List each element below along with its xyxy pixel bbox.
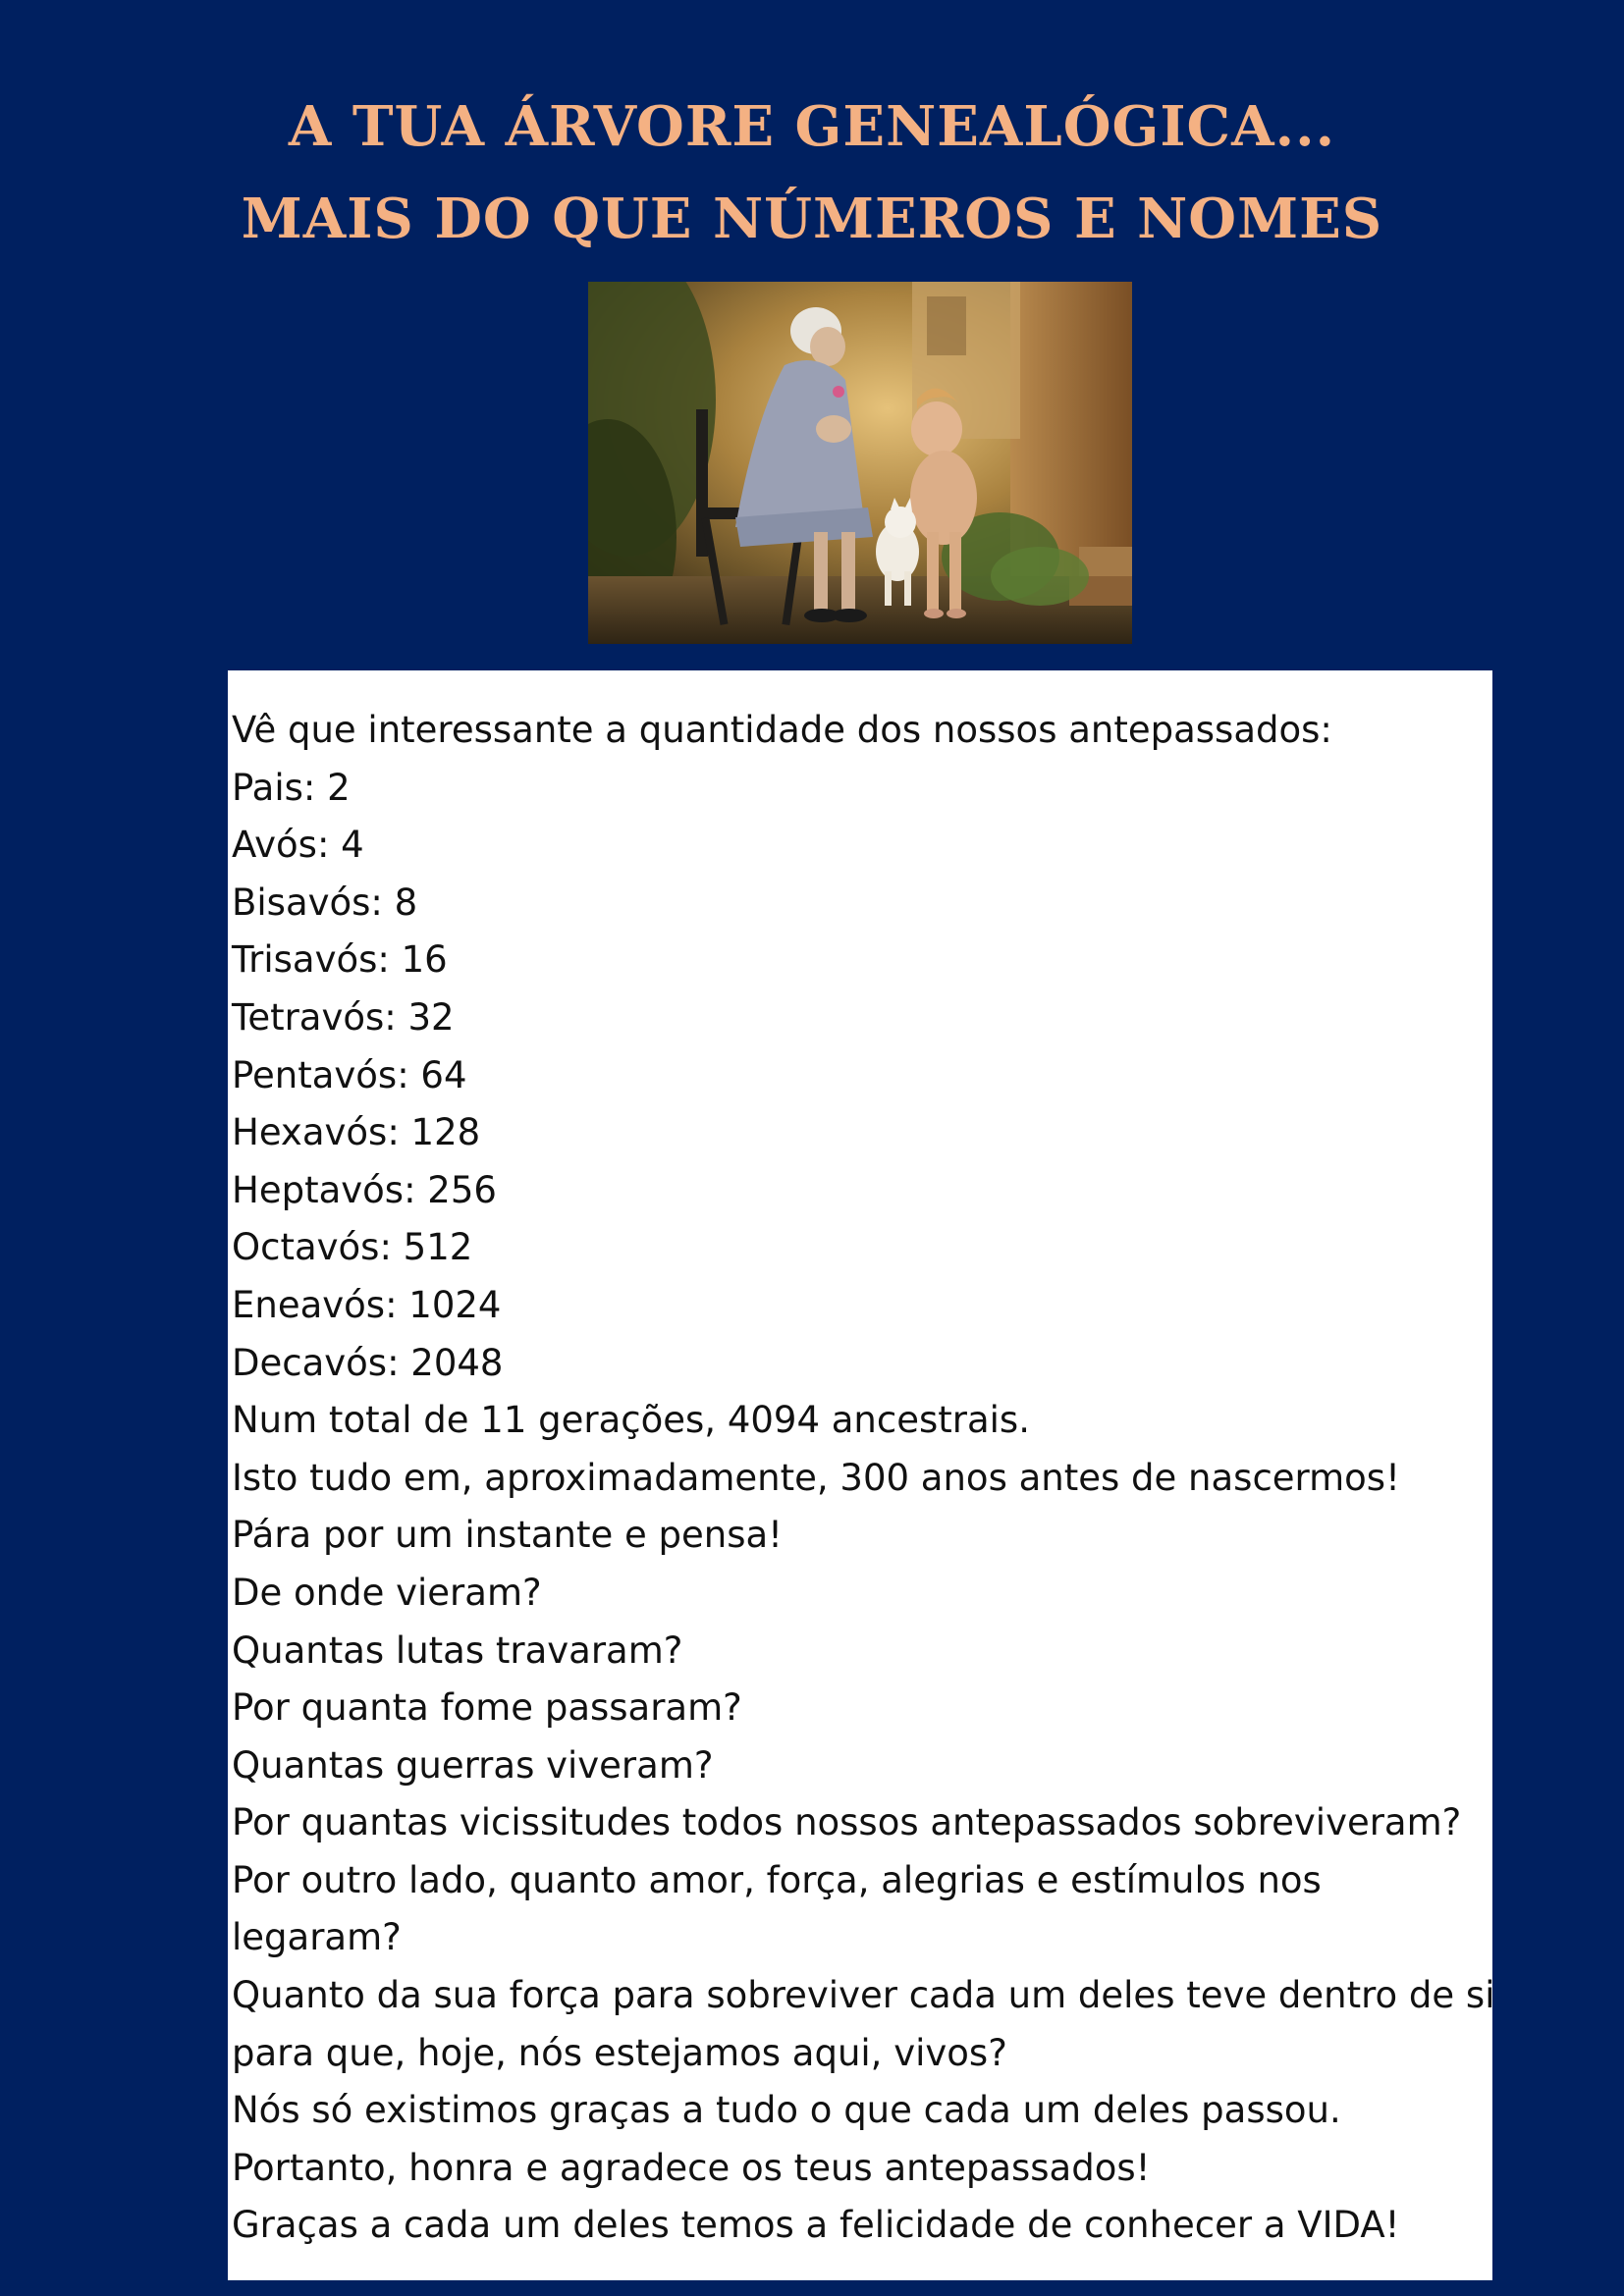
generation-avos: Avós: 4 <box>232 824 364 867</box>
text-panel <box>228 670 1495 2280</box>
closing-line: Graças a cada um deles temos a felicidade de conhecer a VIDA! <box>232 2204 1400 2247</box>
text-line: Quantas lutas travaram? <box>232 1629 683 1672</box>
text-line: legaram? <box>232 1916 402 1959</box>
text-line: Isto tudo em, aproximadamente, 300 anos antes de nascermos! <box>232 1456 1400 1499</box>
generation-pais: Pais: 2 <box>232 766 351 809</box>
generation-octavos: Octavós: 512 <box>232 1226 473 1269</box>
generation-pentavos: Pentavós: 64 <box>232 1053 467 1096</box>
generation-bisavos: Bisavós: 8 <box>232 881 418 924</box>
page-title-line-2: MAIS DO QUE NÚMEROS E NOMES <box>241 187 1383 251</box>
text-line: Pára por um instante e pensa! <box>232 1514 783 1557</box>
generation-trisavos: Trisavós: 16 <box>232 938 448 982</box>
generation-heptavos: Heptavós: 256 <box>232 1168 497 1211</box>
intro-line: Vê que interessante a quantidade dos nossos antepassados: <box>232 709 1332 751</box>
generation-decavos: Decavós: 2048 <box>232 1341 504 1384</box>
generation-tetravos: Tetravós: 32 <box>232 995 455 1039</box>
ancestors-text <box>232 702 1495 2255</box>
text-line: Portanto, honra e agradece os teus antepassados! <box>232 2146 1151 2189</box>
total-line: Num total de 11 gerações, 4094 ancestrais. <box>232 1399 1030 1442</box>
text-line: De onde vieram? <box>232 1571 542 1614</box>
text-line: para que, hoje, nós estejamos aqui, vivos? <box>232 2031 1007 2074</box>
grandmother-child-photo <box>588 282 1132 644</box>
text-line: Por quanta fome passaram? <box>232 1686 742 1730</box>
generation-eneavos: Eneavós: 1024 <box>232 1283 502 1326</box>
text-line: Quantas guerras viveram? <box>232 1743 714 1787</box>
text-line: Nós só existimos graças a tudo o que cada um deles passou. <box>232 2089 1341 2132</box>
text-line: Por outro lado, quanto amor, força, alegrias e estímulos nos <box>232 1858 1322 1901</box>
generation-hexavos: Hexavós: 128 <box>232 1111 481 1154</box>
text-line: Quanto da sua força para sobreviver cada um deles teve dentro de si <box>232 1974 1495 2017</box>
text-line: Por quantas vicissitudes todos nossos antepassados sobreviveram? <box>232 1801 1462 1844</box>
page-title-line-1: A TUA ÁRVORE GENEALÓGICA... <box>288 94 1336 159</box>
